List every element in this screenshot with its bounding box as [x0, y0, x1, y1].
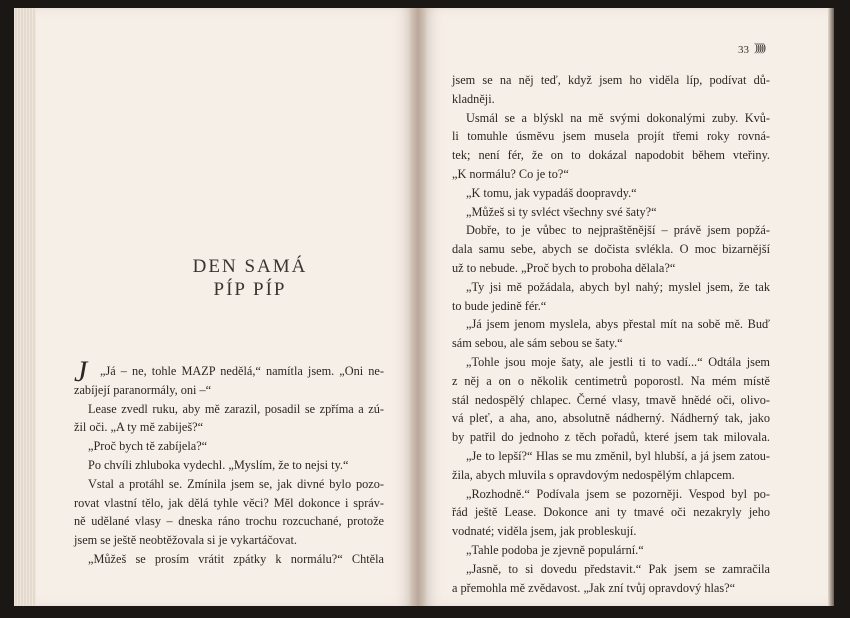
text-line: a přemohla mě zvědavost. „Jak zní tvůj opravdový hlas?“ — [452, 580, 736, 595]
text-line: jsem se ještě neobtěžovala si je vykartáčovat. — [74, 533, 297, 548]
drop-cap: J — [74, 355, 88, 388]
text-line: rovat vlastní tělo, jak dělá tyhle věci? Měl dokonce i správ- — [74, 495, 384, 510]
text-line: Dobře, to je vůbec to nejpraštěnější – právě jsem popžá- — [466, 223, 770, 238]
text-line: „Jasně, to si dovedu představit.“ Pak jsem se zamračila — [466, 561, 770, 576]
page-edges — [14, 8, 36, 606]
text-line: „Je to lepší?“ Hlas se mu změnil, byl hlubší, a já jsem zatou- — [466, 448, 770, 463]
text-line: „Já – ne, tohle MAZP nedělá,“ namítla jsem. „Oni ne- — [100, 364, 384, 378]
text-line: ně udělané vlasy – dneska ráno trochu rozcuchané, protože — [74, 514, 384, 529]
page-number-ornament: ))))) — [754, 40, 764, 54]
text-line: řád ještě Lease. Dokonce ani ty tmavé oči nezakryly jeho — [452, 505, 770, 520]
text-line: „K tomu, jak vypadáš doopravdy.“ — [466, 185, 637, 200]
text-line: „Rozhodně.“ Podívala jsem se pozorněji. Vespod byl po- — [466, 486, 770, 501]
text-line: by patřil do jednoho z těch pořadů, které jsem tak milovala. — [452, 430, 770, 445]
text-line: „Proč bych tě zabíjela?“ — [88, 439, 208, 454]
text-line: to bude jedině fér.“ — [452, 298, 547, 313]
chapter-title — [150, 255, 350, 301]
chapter-title-line: DEN SAMÁ — [192, 256, 308, 277]
text-line: „Tohle jsou moje šaty, ale jestli ti to vadí...“ Odtála jsem — [466, 354, 770, 369]
text-line: žila, abych mluvila s opravdovým nedospělým chlapcem. — [452, 467, 735, 482]
text-line: zabíjejí paranormály, oni –“ — [74, 382, 212, 397]
chapter-title-line: PÍP PÍP — [213, 279, 287, 300]
page-number: 33 — [738, 44, 749, 56]
text-line: „Můžeš se prosím vrátit zpátky k normálu?“ Chtěla — [88, 551, 384, 566]
text-line: li tomuhle úsměvu jsem musela projít třemi roky rovná- — [452, 129, 770, 144]
left-page-text — [74, 362, 384, 569]
text-line: sám sebou, ale sám sebou se šaty.“ — [452, 336, 623, 351]
text-line: žil oči. „A ty mě zabiješ?“ — [74, 420, 204, 435]
text-line: Usmál se a blýskl na mě svými dokonalými zuby. Kvů- — [466, 110, 770, 125]
text-line: dala samu sebe, abych se dočista svlékla. O moc bizarnější — [452, 242, 770, 257]
text-line: kladněji. — [452, 91, 495, 106]
text-line: z něj a on o několik centimetrů poporostl. Na mém místě — [452, 373, 770, 388]
text-line: „Tahle podoba je zjevně populární.“ — [466, 542, 644, 557]
text-line: vá pleť, a aha, ano, absolutně nádherný. Nádherný tak, jako — [452, 411, 770, 426]
text-line: tek; není fér, že on to dokázal napodobit během vteřiny. — [452, 148, 770, 163]
book-gutter — [410, 8, 426, 606]
right-page-edge — [828, 8, 834, 606]
text-line: „Já jsem jenom myslela, abys přestal mít na sobě mě. Buď — [466, 317, 770, 332]
text-line: „Ty jsi mě požádala, abych byl nahý; myslel jsem, že tak — [466, 279, 770, 294]
text-line: jsem se na něj teď, když jsem ho viděla líp, podívat dů- — [452, 73, 770, 87]
text-line: „K normálu? Co je to?“ — [452, 166, 569, 181]
right-page-text — [452, 71, 770, 597]
text-line: už to nebude. „Proč bych to proboha dělala?“ — [452, 260, 676, 275]
text-line: Lease zvedl ruku, aby mě zarazil, posadil se zpříma a zú- — [88, 401, 384, 416]
text-line: vodnaté; viděla jsem, jak probleskují. — [452, 524, 637, 539]
text-line: stál nedospělý chlapec. Černé vlasy, tmavě hnědé oči, olivo- — [452, 392, 770, 407]
text-line: Po chvíli zhluboka vydechl. „Myslím, že to nejsi ty.“ — [88, 457, 349, 472]
text-line: „Můžeš si ty svléct všechny své šaty?“ — [466, 204, 657, 219]
text-line: Vstal a protáhl se. Zmínila jsem se, jak divné bylo pozo- — [88, 476, 384, 491]
